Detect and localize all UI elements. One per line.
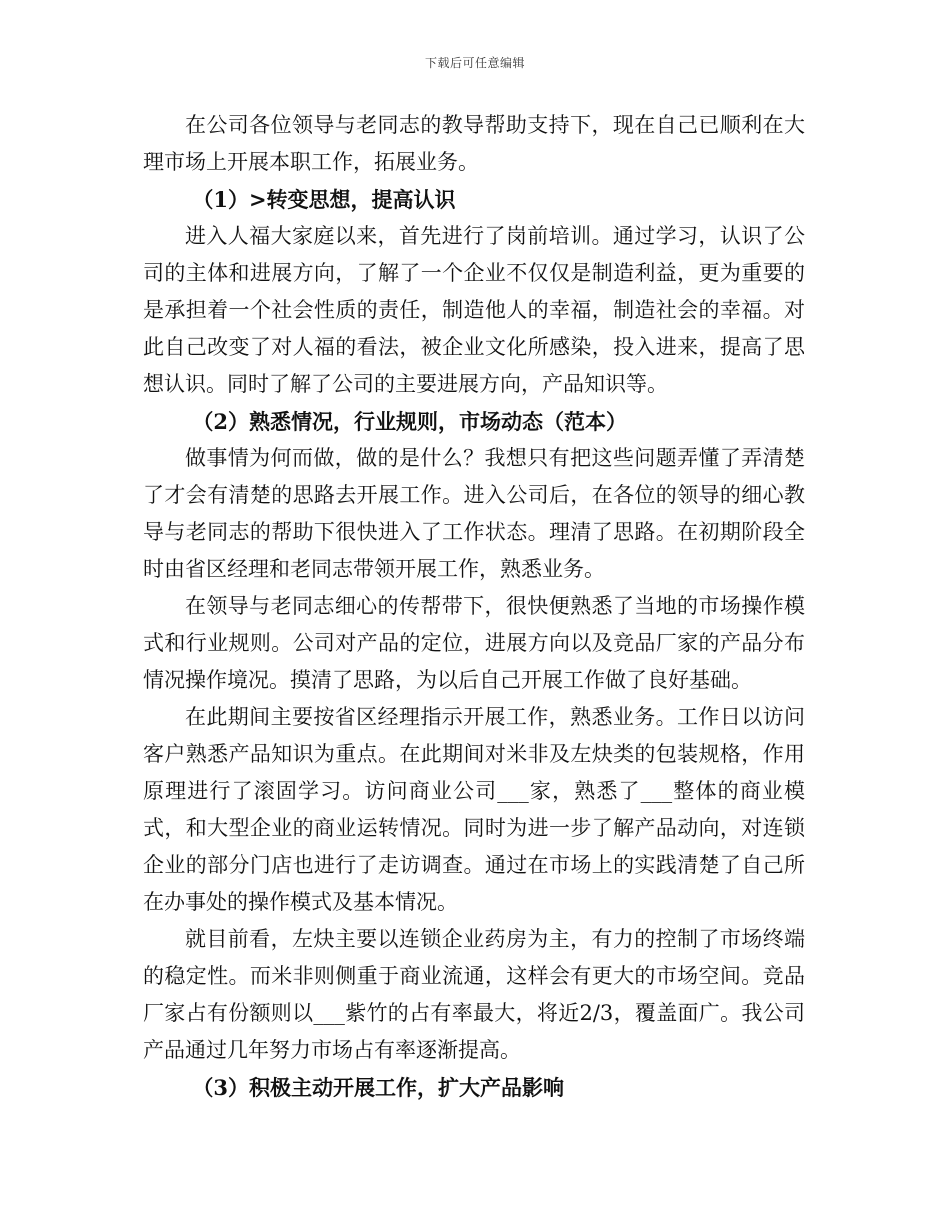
paragraph-intro: 在公司各位领导与老同志的教导帮助支持下，现在自己已顺利在大理市场上开展本职工作，拓展业务。 [143,113,805,174]
paragraph-section2-a: 做事情为何而做，做的是什么？我想只有把这些问题弄懂了弄清楚了才会有清楚的思路去开展工作。进入公司后，在各位的领导的细心教导与老同志的帮助下很快进入了工作状态。理清了思路。在初期阶段全时由省区经理和老同志带领开展工作，熟悉业务。 [143,446,805,581]
section-heading-2: （2）熟悉情况，行业规则，市场动态（范本） [192,409,627,434]
paragraph-section2-d: 就目前看，左炔主要以连锁企业药房为主，有力的控制了市场终端的稳定性。而米非则侧重于商业流通，这样会有更大的市场空间。竞品厂家占有份额则以___紫竹的占有率最大，将近2/3，覆盖面广。我公司产品通过几年努力市场占有率逐渐提高。 [143,927,805,1062]
paragraph-section2-b: 在领导与老同志细心的传帮带下，很快便熟悉了当地的市场操作模式和行业规则。公司对产品的定位，进展方向以及竞品厂家的产品分布情况操作境况。摸清了思路，为以后自己开展工作做了良好基础。 [143,594,805,692]
paragraph-section1: 进入人福大家庭以来，首先进行了岗前培训。通过学习，认识了公司的主体和进展方向，了解了一个企业不仅仅是制造利益，更为重要的是承担着一个社会性质的责任，制造他人的幸福，制造社会的幸福。对此自己改变了对人福的看法，被企业文化所感染，投入进来，提高了思想认识。同时了解了公司的主要进展方向，产品知识等。 [143,224,805,396]
section-heading-3: （3）积极主动开展工作，扩大产品影响 [192,1075,564,1100]
section-heading-1: （1）>转变思想，提高认识 [192,187,456,212]
document-body [143,107,805,1106]
paragraph-section2-c: 在此期间主要按省区经理指示开展工作，熟悉业务。工作日以访问客户熟悉产品知识为重点。在此期间对米非及左炔类的包装规格，作用原理进行了滚固学习。访问商业公司___家，熟悉了___整体的商业模式，和大型企业的商业运转情况。同时为进一步了解产品动向，对连锁企业的部分门店也进行了走访调查。通过在市场上的实践清楚了自己所在办事处的操作模式及基本情况。 [143,705,805,914]
page-header-note: 下载后可任意编辑 [424,56,525,70]
